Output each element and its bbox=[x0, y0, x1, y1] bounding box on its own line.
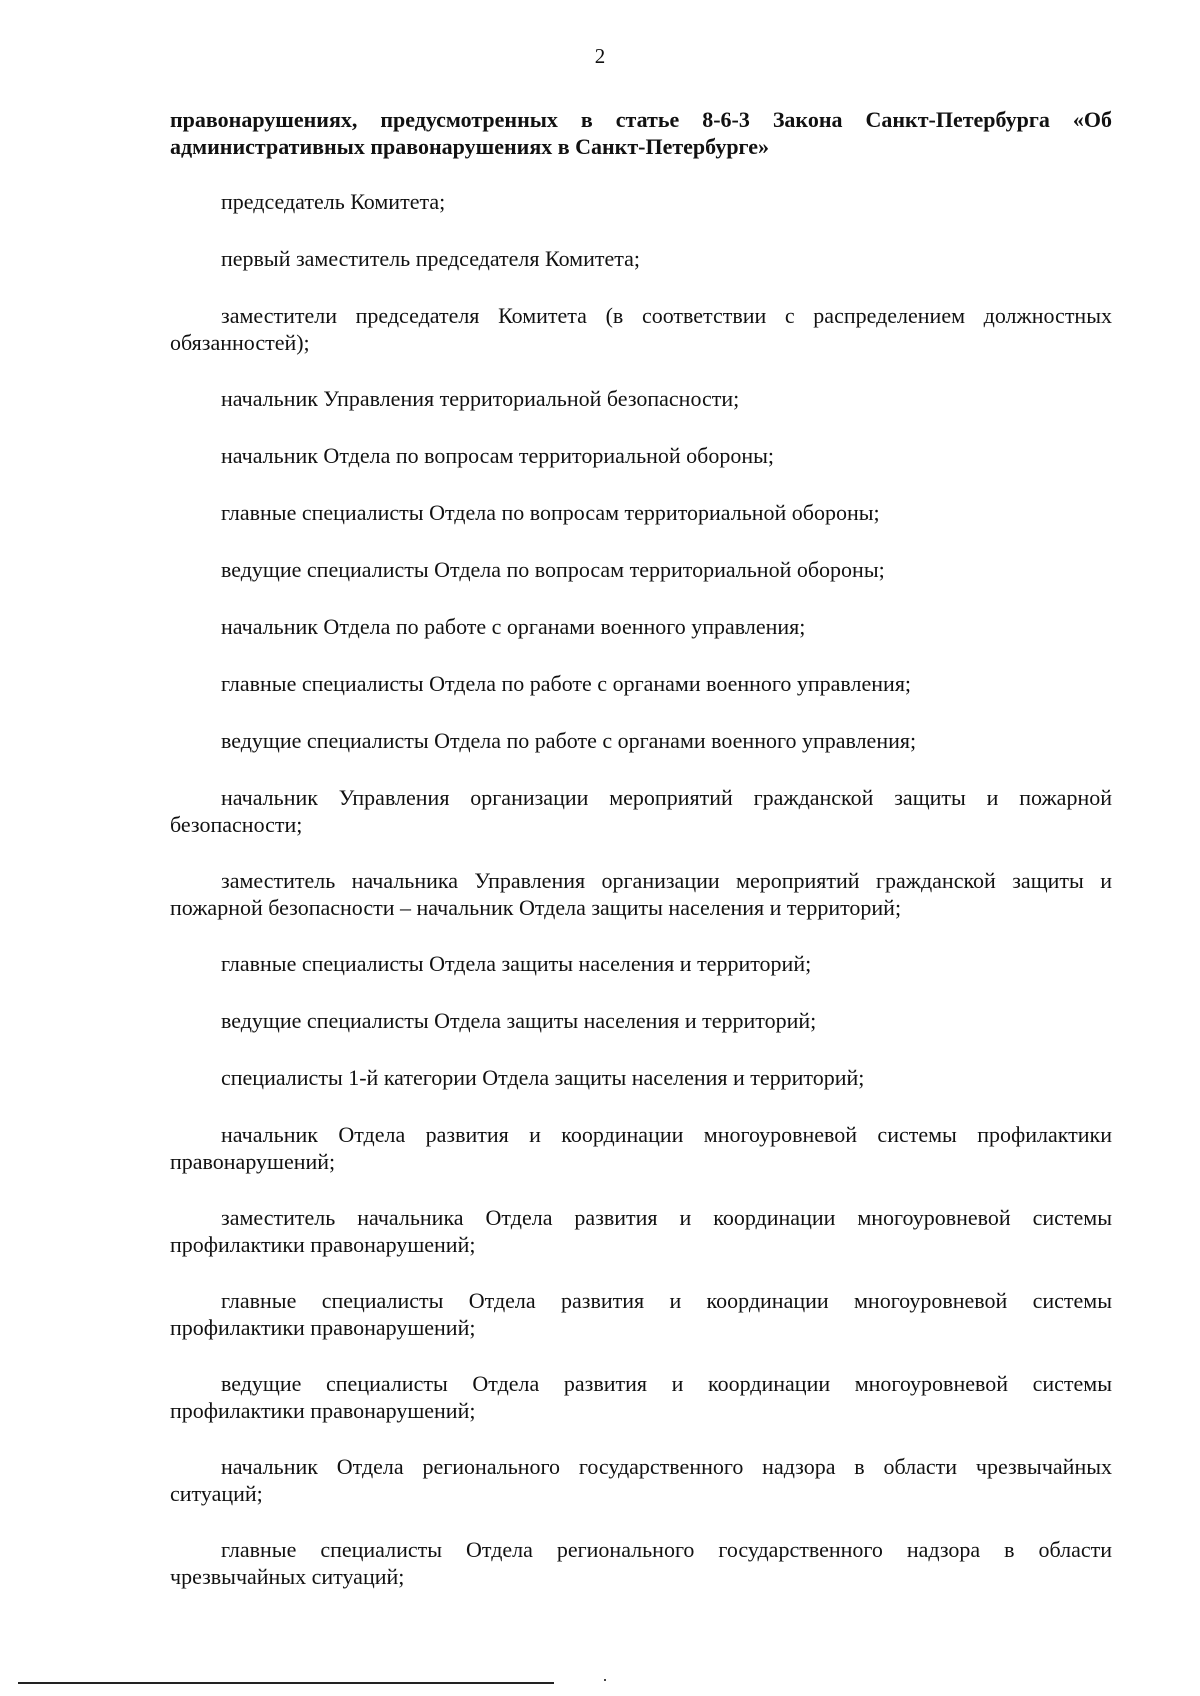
list-item: начальник Отдела по работе с органами военного управления; bbox=[221, 614, 806, 639]
list-item: главные специалисты Отдела по вопросам территориальной обороны; bbox=[221, 500, 880, 525]
list-item: заместитель начальника Отдела развития и координации многоуровневой системы профилактики правонарушений; bbox=[170, 1205, 1112, 1257]
section-heading: правонарушениях, предусмотренных в статье 8-6-3 Закона Санкт-Петербурга «Об административных правонарушениях в Санкт-Петербурге» bbox=[170, 107, 1112, 159]
list-item: главные специалисты Отдела развития и координации многоуровневой системы профилактики правонарушений; bbox=[170, 1288, 1112, 1340]
list-item: специалисты 1-й категории Отдела защиты населения и территорий; bbox=[221, 1065, 865, 1090]
list-item: первый заместитель председателя Комитета; bbox=[221, 246, 641, 271]
list-item: начальник Управления территориальной безопасности; bbox=[221, 386, 740, 411]
list-item: начальник Управления организации мероприятий гражданской защиты и пожарной безопасности; bbox=[170, 785, 1112, 837]
list-item: ведущие специалисты Отдела по работе с органами военного управления; bbox=[221, 728, 917, 753]
list-item: ведущие специалисты Отдела развития и координации многоуровневой системы профилактики правонарушений; bbox=[170, 1371, 1112, 1423]
list-item: главные специалисты Отдела регионального государственного надзора в области чрезвычайных ситуаций; bbox=[170, 1537, 1112, 1589]
list-item: ведущие специалисты Отдела защиты населения и территорий; bbox=[221, 1008, 817, 1033]
list-item: главные специалисты Отдела по работе с органами военного управления; bbox=[221, 671, 912, 696]
position-list bbox=[170, 188, 1112, 1590]
scan-mark bbox=[604, 1679, 606, 1681]
list-item: заместители председателя Комитета (в соответствии с распределением должностных обязанностей); bbox=[170, 303, 1112, 355]
list-item: ведущие специалисты Отдела по вопросам территориальной обороны; bbox=[221, 557, 885, 582]
page-number: 2 bbox=[594, 44, 606, 68]
document-body bbox=[170, 106, 1112, 1619]
list-item: главные специалисты Отдела защиты населения и территорий; bbox=[221, 951, 812, 976]
list-item: начальник Отдела регионального государственного надзора в области чрезвычайных ситуаций; bbox=[170, 1454, 1112, 1506]
list-item: начальник Отдела развития и координации многоуровневой системы профилактики правонарушений; bbox=[170, 1122, 1112, 1174]
list-item: председатель Комитета; bbox=[221, 189, 446, 214]
list-item: начальник Отдела по вопросам территориальной обороны; bbox=[221, 443, 775, 468]
footer-rule bbox=[18, 1682, 554, 1684]
list-item: заместитель начальника Управления организации мероприятий гражданской защиты и пожарной безопасности – начальник Отдела защиты населения и территорий; bbox=[170, 868, 1112, 920]
